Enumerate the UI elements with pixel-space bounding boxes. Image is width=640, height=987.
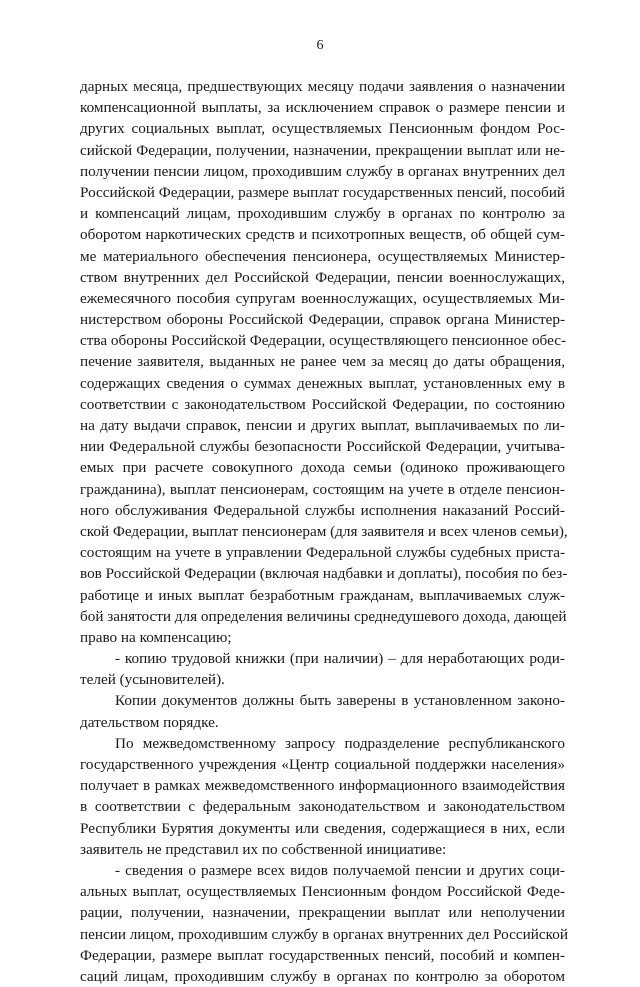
text-line: дательством порядке. <box>80 713 219 731</box>
text-line: работице и иных выплат безработным гражданам, выплачиваемых служ- <box>80 586 565 604</box>
text-line: получает в рамках межведомственного информационного взаимодействия <box>80 777 565 795</box>
text-line: гражданина), выплат пенсионерам, состоящим на учете в отделе пенсион- <box>80 480 565 498</box>
text-line: ской Федерации, выплат пенсионерам (для заявителя и всех членов семьи), <box>80 522 568 540</box>
text-line: пенсии лицом, проходившим службу в органах внутренних дел Российской <box>80 925 568 943</box>
text-line: ного обслуживания Федеральной службы исполнения наказаний Россий- <box>80 501 565 519</box>
text-line: состоящим на учете в управлении Федеральной службы судебных приста- <box>80 544 565 562</box>
text-line: сийской Федерации, получении, назначении, прекращении выплат или не- <box>80 141 565 159</box>
text-line: ежемесячного пособия супругам военнослужащих, осуществляемых Ми- <box>80 289 565 307</box>
text-line: ме материального обеспечения пенсионера, осуществляемых Министер- <box>80 247 565 265</box>
text-line: По межведомственному запросу подразделение республиканского <box>115 734 565 752</box>
text-line: в соответствии с федеральным законодательством и законодательством <box>80 798 565 816</box>
text-line: других социальных выплат, осуществляемых Пенсионным фондом Рос- <box>80 120 565 138</box>
paragraph <box>80 690 565 732</box>
text-line: Копии документов должны быть заверены в установленном законо- <box>115 692 565 710</box>
text-line: телей (усыновителей). <box>80 671 225 689</box>
text-line: на дату выдачи справок, пенсии и других выплат, выплачиваемых по ли- <box>80 417 565 434</box>
page-number: 6 <box>316 38 324 53</box>
text-line: рации, получении, назначении, прекращении выплат или неполучении <box>80 904 565 922</box>
text-line: емых при расчете совокупного дохода семьи (одиноко проживающего <box>80 459 565 477</box>
text-line: получении пенсии лицом, проходившим службу в органах внутренних дел <box>80 162 565 180</box>
text-line: - копию трудовой книжки (при наличии) – для неработающих роди- <box>115 650 565 668</box>
text-line: саций лицам, проходившим службу в органах по контролю за оборотом <box>80 967 565 985</box>
text-line: Российской Федерации, размере выплат государственных пенсий, пособий <box>80 183 565 201</box>
text-line: дарных месяца, предшествующих месяцу подачи заявления о назначении <box>80 78 565 95</box>
text-line: компенсационной выплаты, за исключением справок о размере пенсии и <box>80 99 565 117</box>
paragraph <box>80 76 568 648</box>
text-line: бой занятости для определения величины среднедушевого дохода, дающей <box>80 607 567 625</box>
document-body <box>80 76 568 987</box>
text-line: вов Российской Федерации (включая надбавки и доплаты), пособия по без- <box>80 565 568 583</box>
text-line: нии Федеральной службы безопасности Российской Федерации, учитыва- <box>80 438 565 456</box>
paragraph <box>80 860 568 987</box>
text-line: государственного учреждения «Центр социальной поддержки населения» <box>80 756 565 773</box>
paragraph <box>80 733 565 860</box>
text-line: и компенсаций лицам, проходившим службу в органах по контролю за <box>80 205 565 223</box>
text-line: печение заявителя, выданных не ранее чем за месяц до даты обращения, <box>80 353 565 371</box>
text-line: оборотом наркотических средств и психотропных веществ, об общей сум- <box>80 226 565 244</box>
text-line: ства обороны Российской Федерации, осуществляющего пенсионное обес- <box>80 332 567 350</box>
text-line: право на компенсацию; <box>80 628 232 646</box>
text-line: альных выплат, осуществляемых Пенсионным фондом Российской Феде- <box>80 883 565 901</box>
text-line: соответствии с законодательством Российской Федерации, по состоянию <box>80 395 565 413</box>
text-line: содержащих сведения о суммах денежных выплат, установленных ему в <box>80 374 565 392</box>
text-line: - сведения о размере всех видов получаемой пенсии и других соци- <box>115 861 565 879</box>
text-line: Республики Бурятия документы или сведения, содержащиеся в них, если <box>80 819 565 837</box>
text-line: ством внутренних дел Российской Федерации, пенсии военнослужащих, <box>80 268 565 286</box>
text-line: Федерации, размере выплат государственных пенсий, пособий и компен- <box>80 946 565 964</box>
text-line: заявитель не представил их по собственной инициативе: <box>80 840 447 858</box>
text-line: нистерством обороны Российской Федерации, справок органа Министер- <box>80 311 565 329</box>
paragraph <box>80 648 565 690</box>
